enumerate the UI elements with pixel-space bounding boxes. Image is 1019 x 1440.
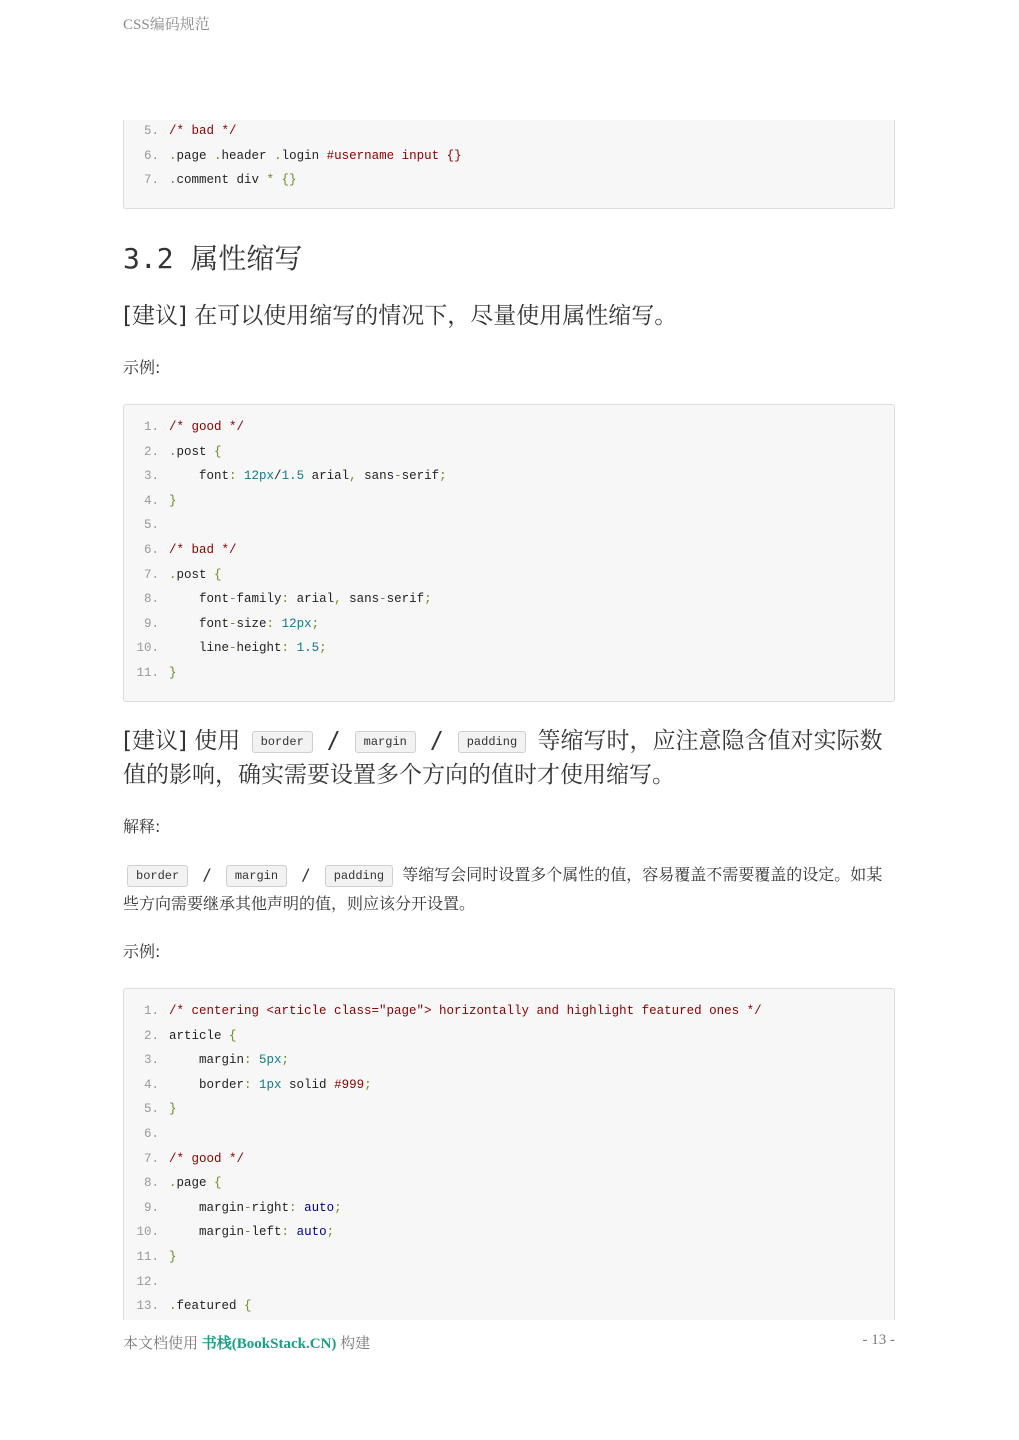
code-text (169, 1247, 177, 1267)
code-token: border (169, 1077, 245, 1092)
code-text (169, 170, 297, 190)
code-token: /* good */ (169, 420, 245, 434)
code-token: family (236, 592, 282, 607)
code-line (124, 1247, 894, 1267)
inline-code-border: border (252, 731, 313, 753)
code-token: #999 (334, 1077, 365, 1092)
code-line (124, 146, 894, 166)
code-token: auto (304, 1200, 335, 1215)
line-number: 10. (136, 641, 159, 656)
explain-text: 等缩写会同时设置多个属性的值，容易覆盖不需要覆盖的设定。如某些方向需要继承其他声明的值，则应该分开设置。 (123, 865, 883, 913)
code-text (169, 540, 237, 560)
code-token: 5px (259, 1053, 282, 1068)
code-token: arial (304, 469, 350, 484)
code-token: . (169, 444, 177, 459)
code-text (169, 1149, 244, 1169)
code-text (169, 466, 447, 486)
code-token: ; (281, 1053, 290, 1068)
page-header-title: CSS编码规范 (123, 17, 210, 33)
code-token: /* bad */ (169, 543, 237, 557)
code-token: 1.5 (296, 641, 320, 656)
code-text (169, 1222, 334, 1242)
code-line (124, 515, 894, 535)
code-token: . (169, 148, 177, 163)
code-token: } (169, 493, 177, 508)
code-line (124, 614, 894, 634)
example-label-2: 示例: (123, 942, 161, 961)
example-label-1: 示例: (123, 358, 161, 377)
code-line (124, 417, 894, 437)
code-token: ; (424, 592, 432, 607)
code-token: featured (176, 1299, 245, 1314)
code-token: - (379, 592, 387, 607)
line-number: 5. (143, 1102, 159, 1117)
code-token: : (281, 1225, 297, 1240)
code-token: /* bad */ (169, 124, 237, 138)
code-token: ; (439, 469, 447, 484)
code-token: - (394, 469, 402, 484)
line-number: 13. (136, 1299, 159, 1314)
footer-suffix: 构建 (340, 1336, 371, 1352)
code-line (124, 491, 894, 511)
code-token: solid (281, 1077, 335, 1092)
code-text (169, 565, 222, 585)
code-token: ; (334, 1200, 342, 1215)
code-line (124, 1001, 894, 1021)
line-number: 3. (143, 1053, 159, 1068)
code-line (124, 589, 894, 609)
code-token: margin (169, 1225, 245, 1240)
code-token: : (281, 641, 297, 656)
code-line (124, 540, 894, 560)
separator: / (202, 865, 212, 884)
code-block-3 (123, 988, 895, 1320)
line-number: 11. (136, 1250, 159, 1264)
code-token: font (169, 592, 230, 607)
code-token: left (251, 1225, 282, 1240)
code-token: } (169, 666, 177, 680)
rule-2-heading (123, 724, 895, 792)
line-number: 9. (143, 616, 159, 631)
code-token: : (244, 1053, 260, 1068)
code-line (124, 638, 894, 658)
code-text (169, 1050, 289, 1070)
code-token: right (251, 1200, 290, 1215)
code-token: { (244, 1299, 252, 1314)
code-token: /* good */ (169, 1151, 245, 1166)
code-token: ; (319, 641, 327, 656)
code-line (124, 121, 894, 141)
code-token: : (266, 616, 282, 631)
line-number: 2. (143, 444, 159, 459)
code-token: ; (364, 1077, 372, 1092)
code-token: 1px (259, 1077, 282, 1092)
code-token: - (244, 1225, 252, 1240)
code-line (124, 1272, 894, 1292)
code-token: : (229, 469, 245, 484)
explain-paragraph (123, 860, 895, 918)
line-number: 7. (143, 1151, 159, 1166)
code-text (169, 121, 237, 141)
code-token: ; (326, 1225, 335, 1240)
code-line (124, 565, 894, 585)
code-token: : (289, 1200, 305, 1215)
code-token: * {} (266, 173, 297, 188)
line-number: 4. (143, 493, 159, 508)
code-token: sans (349, 592, 380, 607)
code-token: } (169, 1250, 177, 1264)
code-token: { (214, 1176, 222, 1191)
line-number: 9. (143, 1200, 159, 1215)
code-text (169, 417, 244, 437)
line-number: 4. (143, 1077, 159, 1092)
code-token: post (176, 444, 215, 459)
code-token: font (169, 469, 230, 484)
inline-code-padding: padding (458, 731, 526, 753)
code-text (169, 146, 462, 166)
code-token: - (229, 616, 237, 631)
code-text (169, 1173, 222, 1193)
line-number: 5. (143, 518, 159, 533)
inline-code-margin: margin (355, 731, 416, 753)
line-number: 8. (143, 1176, 159, 1191)
footer-brand-link[interactable]: 书栈(BookStack.CN) (201, 1336, 337, 1352)
footer-prefix: 本文档使用 (123, 1336, 199, 1352)
line-number: 8. (143, 592, 159, 607)
code-token: . (169, 567, 177, 582)
code-token: header (221, 148, 275, 163)
code-line (124, 170, 894, 190)
code-line (124, 1222, 894, 1242)
line-number: 5. (143, 124, 159, 138)
code-token: post (176, 567, 215, 582)
code-token: page (176, 1176, 215, 1191)
code-line (124, 663, 894, 683)
inline-code-border: border (127, 865, 188, 887)
line-number: 11. (136, 666, 159, 680)
code-token: size (236, 616, 267, 631)
code-token: /* centering <article class="page"> horizontally and highlight featured ones */ (169, 1004, 762, 1018)
code-token: 12px (244, 469, 275, 484)
line-number: 6. (143, 148, 159, 163)
inline-code-padding: padding (325, 865, 393, 887)
code-token: login (281, 148, 327, 163)
code-line (124, 1173, 894, 1193)
code-token: . (214, 148, 222, 163)
line-number: 10. (136, 1225, 159, 1240)
code-block-1 (123, 120, 895, 209)
code-text (169, 663, 177, 683)
line-number: 7. (143, 173, 159, 188)
code-text (169, 1198, 342, 1218)
code-token: #username input {} (326, 148, 462, 163)
line-number: 6. (143, 543, 159, 557)
code-line (124, 1050, 894, 1070)
code-token: page (176, 148, 215, 163)
code-text (169, 1075, 372, 1095)
code-line (124, 1124, 894, 1144)
line-number: 12. (136, 1274, 159, 1289)
line-number: 3. (143, 469, 159, 484)
code-text (169, 614, 319, 634)
code-text (169, 1026, 237, 1046)
code-token: margin (169, 1200, 245, 1215)
code-token: sans (364, 469, 395, 484)
code-token: serif (401, 469, 440, 484)
line-number: 7. (143, 567, 159, 582)
line-number: 2. (143, 1028, 159, 1043)
code-token: serif (386, 592, 425, 607)
code-text (169, 442, 222, 462)
code-text (169, 1099, 177, 1119)
separator: / (326, 728, 341, 754)
code-token: / (274, 469, 282, 484)
code-token: . (169, 1299, 177, 1314)
code-token: } (169, 1102, 177, 1117)
code-token: 12px (281, 616, 312, 631)
code-line (124, 1026, 894, 1046)
code-line (124, 1296, 894, 1316)
code-token: ; (311, 616, 320, 631)
code-text (169, 491, 177, 511)
code-token: : (281, 592, 297, 607)
section-heading: 3.2 属性缩写 (123, 242, 303, 275)
rule-1-heading: [建议] 在可以使用缩写的情况下，尽量使用属性缩写。 (123, 303, 678, 329)
code-token: { (214, 444, 222, 459)
line-number: 1. (143, 420, 159, 434)
code-line (124, 442, 894, 462)
code-text (169, 1296, 252, 1316)
separator: / (429, 728, 444, 754)
code-token: margin (169, 1053, 245, 1068)
code-token: comment div (176, 173, 267, 188)
code-token: height (236, 641, 282, 656)
code-line (124, 1099, 894, 1119)
rule-2-suffix: 等缩写时，应注意隐含值对实际数值的影响，确实需要设置多个方向的值时才使用缩写。 (123, 728, 883, 788)
footer-credit (123, 1332, 370, 1353)
code-token: auto (296, 1225, 327, 1240)
code-token: article (169, 1028, 230, 1043)
code-token: { (229, 1028, 237, 1043)
code-token: , (334, 592, 350, 607)
code-token: , (349, 469, 365, 484)
code-text (169, 638, 327, 658)
code-token: . (274, 148, 282, 163)
page-number: - 13 - (862, 1332, 895, 1348)
code-token: 1.5 (281, 469, 305, 484)
code-line (124, 466, 894, 486)
line-number: 1. (143, 1004, 159, 1018)
rule-2-prefix: [建议] 使用 (123, 728, 241, 754)
code-token: - (244, 1200, 252, 1215)
code-token: arial (296, 592, 335, 607)
code-token: font (169, 616, 230, 631)
code-token: - (229, 641, 237, 656)
code-block-2 (123, 404, 895, 702)
code-line (124, 1149, 894, 1169)
code-line (124, 1075, 894, 1095)
code-text (169, 1001, 762, 1021)
code-token: . (169, 173, 177, 188)
explain-label: 解释: (123, 817, 161, 836)
code-token: - (229, 592, 237, 607)
code-token: { (214, 567, 222, 582)
separator: / (301, 865, 311, 884)
code-token: line (169, 641, 230, 656)
code-line (124, 1198, 894, 1218)
code-text (169, 589, 432, 609)
line-number: 6. (143, 1127, 159, 1141)
inline-code-margin: margin (226, 865, 287, 887)
code-token: : (244, 1077, 260, 1092)
code-token: . (169, 1176, 177, 1191)
